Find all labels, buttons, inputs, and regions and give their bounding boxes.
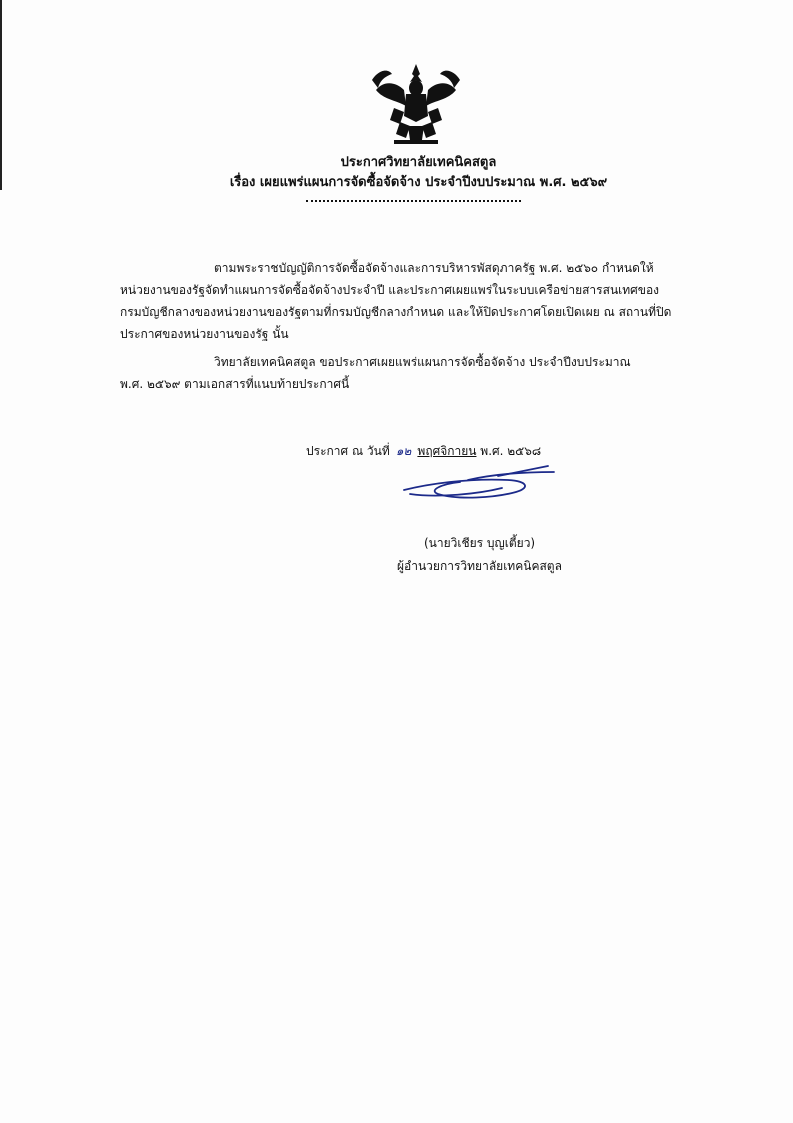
date-year: พ.ศ. ๒๕๖๘: [480, 444, 542, 458]
date-day: ๑๒: [395, 444, 412, 458]
garuda-emblem-icon: [370, 60, 462, 146]
paragraph1-line3: กรมบัญชีกลางของหน่วยงานของรัฐตามที่กรมบัญชีกลางกำหนด และให้ปิดประกาศโดยเปิดเผย ณ สถานที่ปิด: [120, 305, 672, 319]
signatory-position: ผู้อำนวยการวิทยาลัยเทคนิคสตูล: [397, 559, 562, 573]
date-prefix: ประกาศ ณ วันที่: [306, 444, 390, 458]
title-separator: [306, 200, 521, 202]
announcement-title: ประกาศวิทยาลัยเทคนิคสตูล: [340, 155, 497, 170]
paragraph1-line1: ตามพระราชบัญญัติการจัดซื้อจัดจ้างและการบริหารพัสดุภาครัฐ พ.ศ. ๒๕๖๐ กำหนดให้: [214, 261, 654, 275]
paragraph1-line4: ประกาศของหน่วยงานของรัฐ นั้น: [120, 327, 289, 341]
announcement-date: [306, 440, 541, 462]
paragraph2-line2: พ.ศ. ๒๕๖๙ ตามเอกสารที่แนบท้ายประกาศนี้: [120, 377, 350, 391]
paragraph2-line1: วิทยาลัยเทคนิคสตูล ขอประกาศเผยแพร่แผนการจัดซื้อจัดจ้าง ประจำปีงบประมาณ: [214, 355, 631, 369]
scan-edge-line: [0, 0, 2, 190]
paragraph1-line2: หน่วยงานของรัฐจัดทำแผนการจัดซื้อจัดจ้างประจำปี และประกาศเผยแพร่ในระบบเครือข่ายสารสนเทศของ: [120, 283, 660, 297]
signatory-name: (นายวิเชียร บุญเตี้ยว): [424, 536, 536, 550]
signature-icon: [398, 462, 558, 504]
date-month: พฤศจิกายน: [417, 444, 477, 458]
subject-line: เรื่อง เผยแพร่แผนการจัดซื้อจัดจ้าง ประจำปีงบประมาณ พ.ศ. ๒๕๖๙: [229, 175, 608, 190]
